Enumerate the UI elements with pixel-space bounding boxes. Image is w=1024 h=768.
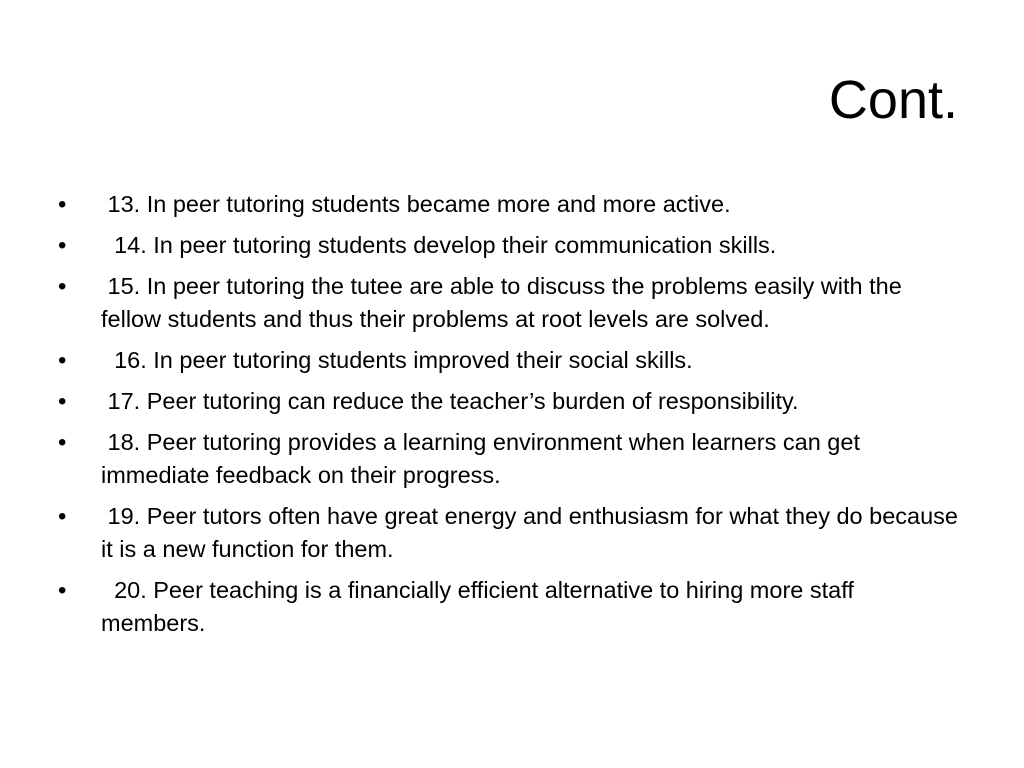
list-item [58,500,963,566]
bullet-icon: • [58,429,67,456]
bullet-list [58,188,963,648]
bullet-icon: • [58,232,67,259]
list-item [58,270,963,336]
bullet-text: 15. In peer tutoring the tutee are able to discuss the problems easily with the fellow students and thus their problems at root levels are solved. [101,273,909,332]
bullet-icon: • [58,577,67,604]
bullet-icon: • [58,503,67,530]
bullet-icon: • [58,273,67,300]
bullet-text: 14. In peer tutoring students develop their communication skills. [101,232,777,258]
list-item [58,426,963,492]
list-item [58,229,963,262]
bullet-icon: • [58,388,67,415]
bullet-text: 20. Peer teaching is a financially efficient alternative to hiring more staff members. [101,577,861,636]
bullet-text: 13. In peer tutoring students became more and more active. [101,191,731,217]
list-item [58,574,963,640]
bullet-icon: • [58,191,67,218]
bullet-text: 18. Peer tutoring provides a learning environment when learners can get immediate feedback on their progress. [101,429,867,488]
slide-title: Cont. [828,70,958,130]
bullet-text: 16. In peer tutoring students improved their social skills. [101,347,693,373]
list-item [58,188,963,221]
list-item [58,385,963,418]
bullet-text: 19. Peer tutors often have great energy and enthusiasm for what they do because it is a new function for them. [101,503,965,562]
bullet-text: 17. Peer tutoring can reduce the teacher’s burden of responsibility. [101,388,799,414]
bullet-icon: • [58,347,67,374]
list-item [58,344,963,377]
